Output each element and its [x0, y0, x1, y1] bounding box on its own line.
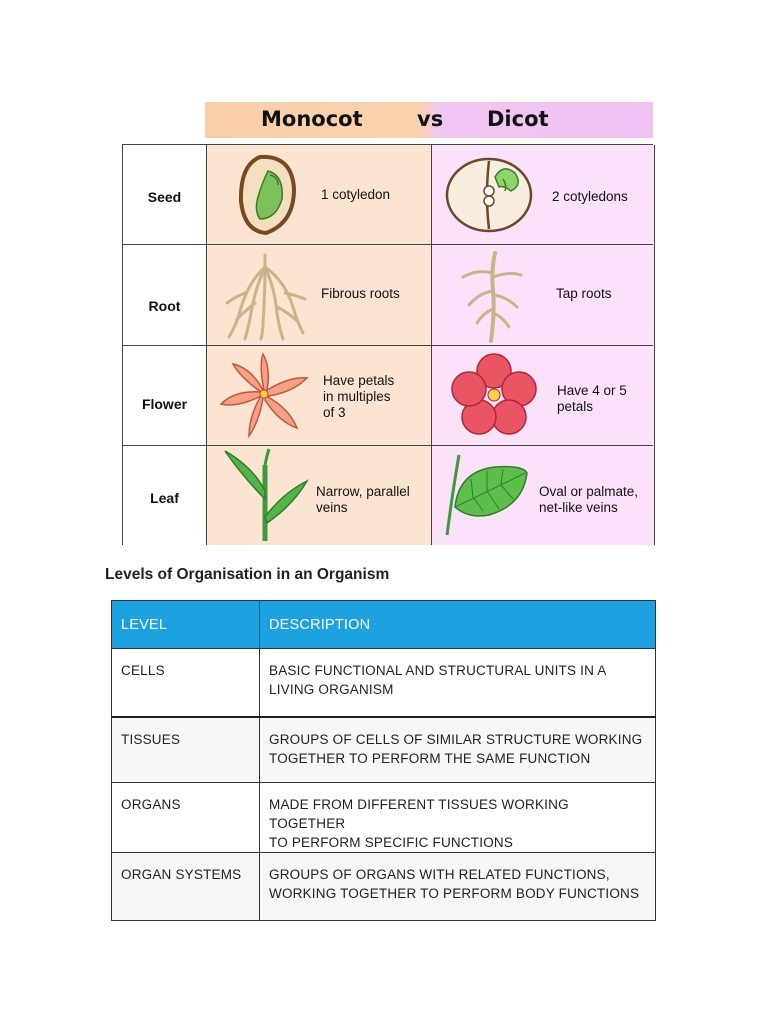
levels-title: Levels of Organisation in an Organism	[105, 566, 390, 583]
row-divider	[123, 244, 653, 245]
description-column-header: DESCRIPTION	[260, 601, 656, 649]
dicot-flower-text: Have 4 or 5 petals	[557, 383, 627, 414]
description-cell: MADE FROM DIFFERENT TISSUES WORKING TOGETHER TO PERFORM SPECIFIC FUNCTIONS	[260, 783, 656, 853]
tap-roots-icon	[459, 251, 525, 343]
table-row	[112, 783, 656, 853]
monocot-root-text: Fibrous roots	[321, 286, 400, 301]
table-row	[112, 649, 656, 718]
row-divider	[123, 345, 653, 346]
monocot-flower-icon	[219, 352, 309, 438]
row-divider	[123, 445, 653, 446]
row-label-leaf: Leaf	[150, 490, 179, 506]
row-label-flower: Flower	[141, 396, 188, 412]
dicot-root-text: Tap roots	[556, 286, 612, 301]
dicot-flower-icon	[451, 353, 537, 435]
monocot-leaf-icon	[223, 447, 309, 543]
table-row	[112, 717, 656, 783]
level-cell: ORGANS	[112, 783, 260, 853]
description-cell: GROUPS OF ORGANS WITH RELATED FUNCTIONS, WORKING TOGETHER TO PERFORM BODY FUNCTIONS	[260, 853, 656, 921]
level-cell: ORGAN SYSTEMS	[112, 853, 260, 921]
dicot-seed-text: 2 cotyledons	[552, 189, 628, 204]
table-header-row	[112, 601, 656, 649]
description-cell: BASIC FUNCTIONAL AND STRUCTURAL UNITS IN A LIVING ORGANISM	[260, 649, 656, 718]
monocot-leaf-text: Narrow, parallel veins	[316, 484, 410, 515]
dicot-heading: Dicot	[487, 107, 549, 131]
comparison-header	[205, 102, 653, 138]
row-label-root: Root	[148, 298, 181, 314]
level-column-header: LEVEL	[112, 601, 260, 649]
description-cell: GROUPS OF CELLS OF SIMILAR STRUCTURE WORKING TOGETHER TO PERFORM THE SAME FUNCTION	[260, 717, 656, 783]
dicot-seed-icon	[445, 157, 535, 233]
table-row	[112, 853, 656, 921]
dicot-leaf-icon	[443, 449, 529, 539]
monocot-seed-icon	[236, 153, 298, 237]
row-label-seed: Seed	[147, 189, 182, 205]
comparison-grid	[122, 144, 653, 545]
monocot-flower-text: Have petals in multiples of 3	[323, 373, 395, 420]
levels-table	[111, 600, 656, 921]
monocot-seed-text: 1 cotyledon	[321, 187, 391, 202]
vs-heading: vs	[417, 107, 444, 131]
fibrous-roots-icon	[225, 253, 307, 341]
dicot-leaf-text: Oval or palmate, net-like veins	[539, 484, 639, 515]
level-cell: TISSUES	[112, 717, 260, 783]
monocot-heading: Monocot	[261, 107, 363, 131]
level-cell: CELLS	[112, 649, 260, 718]
